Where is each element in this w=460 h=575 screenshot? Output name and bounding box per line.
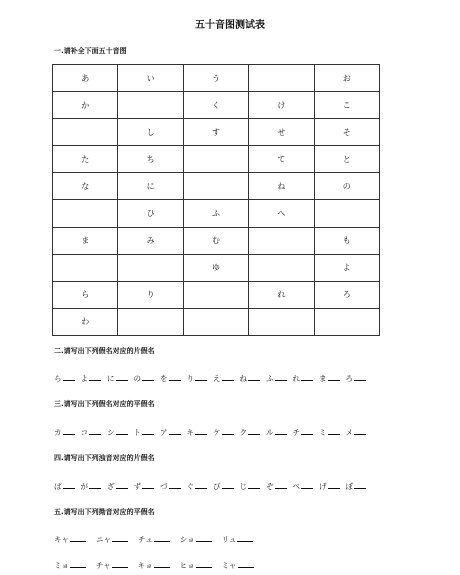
kana-prompt: じ — [240, 481, 261, 492]
kana-prompt: ミャ — [222, 560, 254, 571]
grid-cell: ね — [249, 173, 314, 200]
grid-cell: と — [314, 146, 379, 173]
grid-cell: も — [314, 227, 379, 254]
kana-prompt: ク — [240, 427, 261, 438]
kana-prompt: ア — [160, 427, 181, 438]
section-1-heading: 一.请补全下面五十音图 — [54, 47, 127, 55]
grid-cell: ち — [118, 146, 183, 173]
grid-cell: れ — [249, 281, 314, 308]
kana-prompt: ぐ — [187, 481, 208, 492]
grid-cell: な — [53, 173, 118, 200]
kana-prompt: ぞ — [266, 481, 287, 492]
grid-cell — [183, 281, 248, 308]
kana-prompt: ま — [319, 373, 340, 384]
kana-prompt: ケ — [213, 427, 234, 438]
grid-cell: た — [53, 146, 118, 173]
grid-cell — [249, 65, 314, 92]
section-3-heading: 三.请写出下列假名对应的平假名 — [54, 400, 155, 408]
section-5-row-b — [54, 560, 454, 571]
kana-prompt: キ — [187, 427, 208, 438]
grid-cell — [249, 308, 314, 335]
section-4-heading: 四.请写出下列浊音对应的片假名 — [54, 454, 155, 462]
kana-prompt: ざ — [107, 481, 128, 492]
section-4-row — [54, 481, 454, 492]
kana-prompt: ら — [54, 373, 75, 384]
grid-cell — [118, 308, 183, 335]
grid-cell — [314, 200, 379, 227]
kana-prompt: ミ — [319, 427, 340, 438]
gojuon-grid — [52, 64, 380, 336]
grid-row — [53, 173, 380, 200]
grid-cell: お — [314, 65, 379, 92]
kana-prompt: げ — [319, 481, 340, 492]
grid-cell — [314, 308, 379, 335]
kana-prompt: コ — [81, 427, 102, 438]
grid-cell: ら — [53, 281, 118, 308]
grid-cell: ろ — [314, 281, 379, 308]
kana-prompt: が — [81, 481, 102, 492]
kana-prompt: び — [213, 481, 234, 492]
grid-row — [53, 227, 380, 254]
grid-cell: ひ — [118, 200, 183, 227]
kana-prompt: に — [107, 373, 128, 384]
grid-row — [53, 281, 380, 308]
grid-cell: あ — [53, 65, 118, 92]
section-3-row — [54, 427, 454, 438]
grid-row — [53, 119, 380, 146]
grid-cell: い — [118, 65, 183, 92]
kana-prompt: れ — [293, 373, 314, 384]
grid-cell: そ — [314, 119, 379, 146]
grid-cell: に — [118, 173, 183, 200]
grid-cell: の — [314, 173, 379, 200]
kana-prompt: ミョ — [54, 560, 86, 571]
grid-cell — [183, 308, 248, 335]
grid-row — [53, 308, 380, 335]
kana-prompt: チャ — [96, 560, 128, 571]
kana-prompt: ね — [240, 373, 261, 384]
kana-prompt: り — [187, 373, 208, 384]
kana-prompt: メ — [346, 427, 367, 438]
kana-prompt: ず — [134, 481, 155, 492]
grid-cell — [183, 173, 248, 200]
kana-prompt: キョ — [138, 560, 170, 571]
kana-prompt: ショ — [180, 534, 212, 545]
grid-cell: せ — [249, 119, 314, 146]
kana-prompt: ヒョ — [180, 560, 212, 571]
grid-cell: わ — [53, 308, 118, 335]
kana-prompt: づ — [160, 481, 181, 492]
section-2-heading: 二.请写出下列假名对应的片假名 — [54, 347, 155, 355]
grid-cell: ふ — [183, 200, 248, 227]
kana-prompt: ト — [134, 427, 155, 438]
grid-cell: よ — [314, 254, 379, 281]
grid-cell: か — [53, 92, 118, 119]
grid-cell — [249, 227, 314, 254]
grid-cell — [249, 254, 314, 281]
kana-prompt: ぱ — [54, 481, 75, 492]
kana-prompt: キャ — [54, 534, 86, 545]
kana-prompt: カ — [54, 427, 75, 438]
kana-prompt: ニャ — [96, 534, 128, 545]
grid-cell: り — [118, 281, 183, 308]
grid-cell: ま — [53, 227, 118, 254]
grid-cell: む — [183, 227, 248, 254]
kana-prompt: の — [134, 373, 155, 384]
grid-cell — [183, 146, 248, 173]
page-title: 五十音图测试表 — [195, 20, 265, 31]
grid-cell: う — [183, 65, 248, 92]
grid-cell: ゆ — [183, 254, 248, 281]
kana-prompt: よ — [81, 373, 102, 384]
grid-cell: て — [249, 146, 314, 173]
section-2-row — [54, 373, 454, 384]
grid-cell: け — [249, 92, 314, 119]
grid-row — [53, 92, 380, 119]
grid-cell — [53, 119, 118, 146]
kana-prompt: チ — [293, 427, 314, 438]
grid-cell: し — [118, 119, 183, 146]
kana-prompt: べ — [293, 481, 314, 492]
grid-cell: す — [183, 119, 248, 146]
grid-row — [53, 65, 380, 92]
kana-prompt: チュ — [138, 534, 170, 545]
grid-row — [53, 200, 380, 227]
grid-cell: み — [118, 227, 183, 254]
kana-prompt: え — [213, 373, 234, 384]
grid-cell — [118, 254, 183, 281]
section-5-heading: 五.请写出下列拗音对应的平假名 — [54, 508, 155, 516]
kana-prompt: を — [160, 373, 181, 384]
grid-row — [53, 146, 380, 173]
kana-prompt: ル — [266, 427, 287, 438]
kana-prompt: ぼ — [346, 481, 367, 492]
kana-prompt: シ — [107, 427, 128, 438]
grid-cell — [53, 200, 118, 227]
grid-row — [53, 254, 380, 281]
grid-cell: へ — [249, 200, 314, 227]
grid-cell — [118, 92, 183, 119]
kana-prompt: ろ — [346, 373, 367, 384]
section-5-row-a — [54, 534, 454, 545]
grid-cell: く — [183, 92, 248, 119]
grid-cell: こ — [314, 92, 379, 119]
grid-cell — [53, 254, 118, 281]
kana-prompt: ふ — [266, 373, 287, 384]
kana-prompt: リュ — [222, 534, 254, 545]
